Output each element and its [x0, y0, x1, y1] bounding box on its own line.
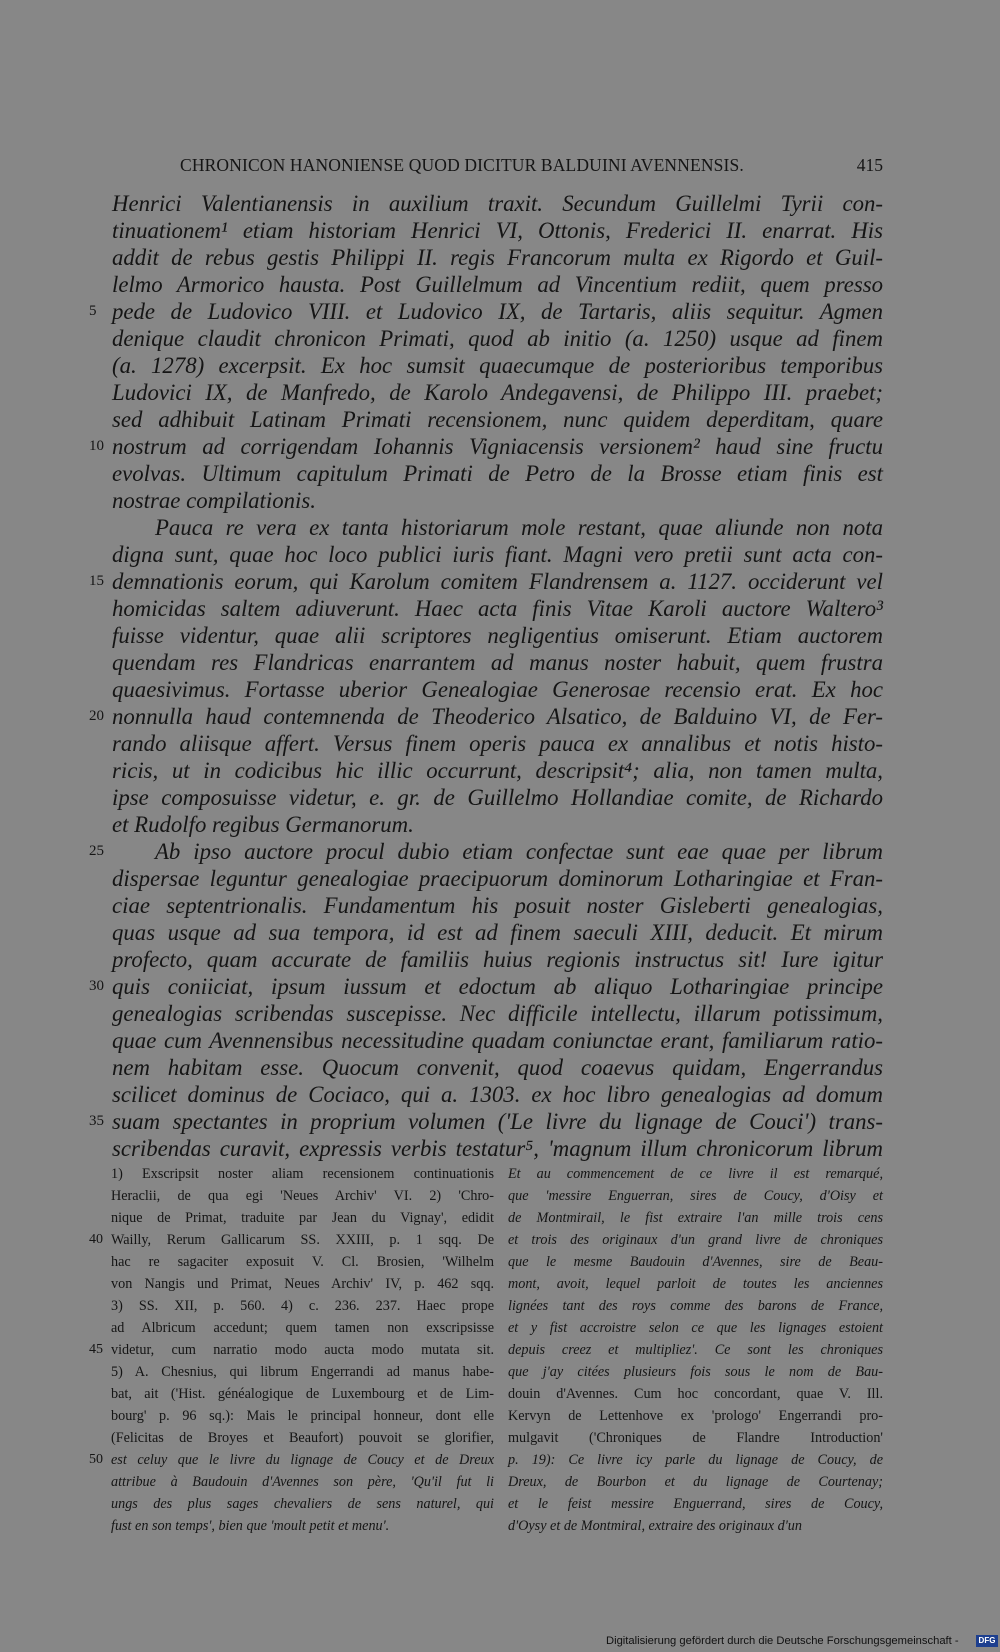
footnote-line-right: Et au commencement de ce livre il est remarqué,	[508, 1166, 883, 1182]
funding-note: Digitalisierung gefördert durch die Deutsche Forschungsgemeinschaft -	[606, 1635, 959, 1647]
line-number: 30	[89, 978, 104, 994]
text-line: pede de Ludovico VIII. et Ludovico IX, de Tartaris, aliis sequitur. Agmen	[112, 299, 883, 324]
text-line: genealogias scribendas suscepisse. Nec difficile intellectu, illarum potissimum,	[112, 1001, 883, 1026]
text-line: tinuationem¹ etiam historiam Henrici VI, Ottonis, Frederici II. enarrat. His	[112, 218, 883, 243]
line-number: 20	[89, 708, 104, 724]
footnote-line-right: p. 19): Ce livre icy parle du lignage de Coucy, de	[508, 1452, 883, 1468]
footnote-line-left: attribue à Baudouin d'Avennes son père, 'Qu'il fut li	[111, 1474, 494, 1490]
text-line: fuisse videntur, quae alii scriptores negligentius omiserunt. Etiam auctorem	[112, 623, 883, 648]
footnote-line-right: de Montmirail, le fist extraire l'an mille trois cens	[508, 1210, 883, 1226]
dfg-logo-icon: DFG	[976, 1635, 998, 1647]
footnote-line-left: 1) Exscripsit noster aliam recensionem continuationis	[111, 1166, 494, 1182]
footnote-line-right: d'Oysy et de Montmiral, extraire des originaux d'un	[508, 1518, 802, 1534]
page-number: 415	[856, 155, 883, 175]
footnote-line-left: bourg' p. 96 sq.): Mais le principal honneur, dont elle	[111, 1408, 494, 1424]
text-line: ricis, ut in codicibus hic illic occurrunt, descripsit⁴; alia, non tamen multa,	[112, 758, 883, 783]
line-number: 25	[89, 843, 104, 859]
text-line: (a. 1278) excerpsit. Ex hoc sumsit quaecumque de posterioribus temporibus	[112, 353, 883, 378]
text-line: sed adhibuit Latinam Primati recensionem, nunc quidem deperditam, quare	[112, 407, 883, 432]
footnote-line-left: ungs des plus sages chevaliers de sens naturel, qui	[111, 1496, 494, 1512]
footnote-line-left: hac re sagaciter exposuit V. Cl. Brosien, 'Wilhelm	[111, 1254, 494, 1270]
footnote-line-right: et le feist messire Enguerrand, sires de Coucy,	[508, 1496, 883, 1512]
footnote-line-left: Wailly, Rerum Gallicarum SS. XXIII, p. 1 sqq. De	[111, 1232, 494, 1248]
footnote-line-right: que j'ay citées plusieurs fois sous le nom de Bau-	[508, 1364, 883, 1380]
text-line: scilicet dominus de Cociaco, qui a. 1303. ex hoc libro genealogias ad domum	[112, 1082, 883, 1107]
line-number: 5	[89, 303, 97, 319]
line-number: 35	[89, 1113, 104, 1129]
line-number: 15	[89, 573, 104, 589]
footnote-line-left: est celuy que le livre du lignage de Coucy et de Dreux	[111, 1452, 494, 1468]
text-line: quaesivimus. Fortasse uberior Genealogiae Generosae recensio erat. Ex hoc	[112, 677, 883, 702]
text-line: quendam res Flandricas enarrantem ad manus noster habuit, quem frustra	[112, 650, 883, 675]
text-line: lelmo Armorico hausta. Post Guillelmum ad Vincentium rediit, quem presso	[112, 272, 883, 297]
text-line: quae cum Avennensibus necessitudine quadam coniunctae erant, familiarum ratio-	[112, 1028, 883, 1053]
text-line: addit de rebus gestis Philippi II. regis Francorum multa ex Rigordo et Guil-	[112, 245, 883, 270]
footnote-line-right: Kervyn de Lettenhove ex 'prologo' Engerrandi pro-	[508, 1408, 883, 1424]
text-line: Pauca re vera ex tanta historiarum mole restant, quae aliunde non nota	[155, 515, 883, 540]
footnote-line-right: douin d'Avennes. Cum hoc concordant, quae V. Ill.	[508, 1386, 883, 1402]
footnote-line-right: que 'messire Enguerran, sires de Coucy, d'Oisy et	[508, 1188, 883, 1204]
running-title: CHRONICON HANONIENSE QUOD DICITUR BALDUINI AVENNENSIS.	[180, 155, 744, 175]
footnote-line-number: 45	[89, 1342, 103, 1357]
footnote-line-right: depuis creez et multipliez'. Ce sont les chroniques	[508, 1342, 883, 1358]
text-line: suam spectantes in proprium volumen ('Le livre du lignage de Couci') trans-	[112, 1109, 883, 1134]
text-line: profecto, quam accurate de familiis huius regionis instructus sit! Iure igitur	[112, 947, 883, 972]
footnote-line-left: Heraclii, de qua egi 'Neues Archiv' VI. 2) 'Chro-	[111, 1188, 494, 1204]
footnote-line-right: et y fist accroistre selon ce que les lignages estoient	[508, 1320, 883, 1336]
footnote-line-left: von Nangis und Primat, Neues Archiv' IV, p. 462 sqq.	[111, 1276, 494, 1292]
line-number: 10	[89, 438, 104, 454]
footnote-line-right: et trois des originaux d'un grand livre de chroniques	[508, 1232, 883, 1248]
text-line: scribendas curavit, expressis verbis testatur⁵, 'magnum illum chronicorum librum	[112, 1136, 883, 1161]
text-line: rando aliisque affert. Versus finem operis pauca ex annalibus et notis histo-	[112, 731, 883, 756]
text-line: quis coniiciat, ipsum iussum et edoctum ab aliquo Lotharingiae principe	[112, 974, 883, 999]
text-line: Ludovici IX, de Manfredo, de Karolo Andegavensi, de Philippo III. praebet;	[112, 380, 883, 405]
text-line: et Rudolfo regibus Germanorum.	[112, 812, 414, 837]
text-line: nem habitam esse. Quocum convenit, quod coaevus quidam, Engerrandus	[112, 1055, 883, 1080]
text-line: Henrici Valentianensis in auxilium traxit. Secundum Guillelmi Tyrii con-	[112, 191, 883, 216]
footnote-line-left: fust en son temps', bien que 'moult petit et menu'.	[111, 1518, 390, 1534]
text-line: nonnulla haud contemnenda de Theoderico Alsatico, de Balduino VI, de Fer-	[112, 704, 883, 729]
footnote-line-right: que le mesme Baudouin d'Avennes, sire de Beau-	[508, 1254, 883, 1270]
text-line: denique claudit chronicon Primati, quod ab initio (a. 1250) usque ad finem	[112, 326, 883, 351]
text-line: dispersae leguntur genealogiae praecipuorum dominorum Lotharingiae et Fran-	[112, 866, 883, 891]
text-line: ipse composuisse videtur, e. gr. de Guillelmo Hollandiae comite, de Richardo	[112, 785, 883, 810]
text-line: Ab ipso auctore procul dubio etiam confectae sunt eae quae per librum	[155, 839, 883, 864]
running-header	[180, 152, 883, 178]
text-line: nostrum ad corrigendam Iohannis Vigniacensis versionem² haud sine fructu	[112, 434, 883, 459]
footnote-line-left: videtur, cum narratio modo aucta modo mutata sit.	[111, 1342, 494, 1358]
text-line: digna sunt, quae hoc loco publici iuris fiant. Magni vero pretii sunt acta con-	[112, 542, 883, 567]
text-line: quas usque ad sua tempora, id est ad finem saeculi XIII, deducit. Et mirum	[112, 920, 883, 945]
footnote-line-left: 3) SS. XII, p. 560. 4) c. 236. 237. Haec prope	[111, 1298, 494, 1314]
footnote-line-left: ad Albricum accedunt; quem tamen non exscripsisse	[111, 1320, 494, 1336]
text-line: nostrae compilationis.	[112, 488, 316, 513]
footnote-line-right: Dreux, de Bourbon et du lignage de Courtenay;	[508, 1474, 883, 1490]
footnote-line-number: 40	[89, 1232, 103, 1247]
footnote-line-left: bat, ait ('Hist. généalogique de Luxembourg et de Lim-	[111, 1386, 494, 1402]
footnote-line-right: mont, avoit, lequel parloit de toutes les anciennes	[508, 1276, 883, 1292]
footnote-line-right: mulgavit ('Chroniques de Flandre Introduction'	[508, 1430, 883, 1446]
text-line: evolvas. Ultimum capitulum Primati de Petro de la Brosse etiam finis est	[112, 461, 883, 486]
footnote-line-left: nique de Primat, traduite par Jean du Vignay', edidit	[111, 1210, 494, 1226]
footnote-line-number: 50	[89, 1452, 103, 1467]
footnote-line-left: (Felicitas de Broyes et Beaufort) pouvoit se glorifier,	[111, 1430, 494, 1446]
footnote-line-left: 5) A. Chesnius, qui librum Engerrandi ad manus habe-	[111, 1364, 494, 1380]
text-line: ciae septentrionalis. Fundamentum his posuit noster Gisleberti genealogias,	[112, 893, 883, 918]
text-line: homicidas saltem adiuverunt. Haec acta finis Vitae Karoli auctore Waltero³	[112, 596, 883, 621]
footnote-line-right: lignées tant des roys comme des barons de France,	[508, 1298, 883, 1314]
text-line: demnationis eorum, qui Karolum comitem Flandrensem a. 1127. occiderunt vel	[112, 569, 883, 594]
